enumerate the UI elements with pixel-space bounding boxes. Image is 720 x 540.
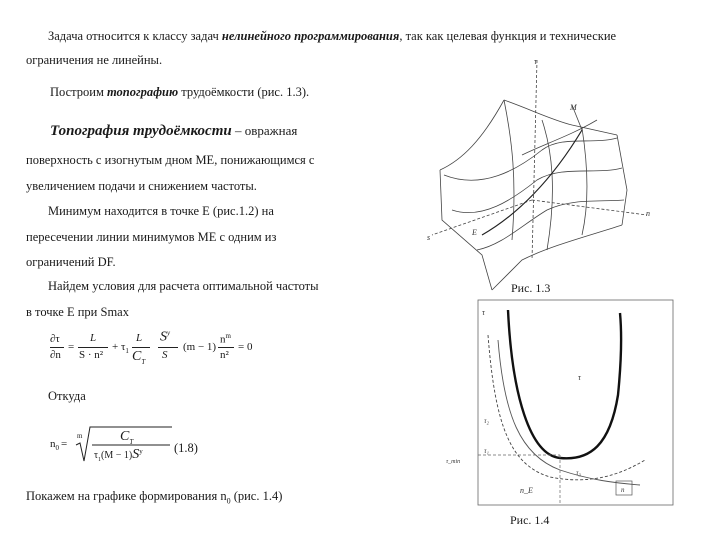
fig13-label-M: M: [570, 103, 577, 112]
equation-number: (1.8): [174, 441, 198, 455]
f2-lhs: [50, 439, 67, 452]
fig13-cross-2: [542, 120, 552, 250]
f1-rhs: = 0: [238, 341, 253, 353]
paragraph-3-line-3: увеличением подачи и снижением частоты.: [26, 179, 257, 193]
f1-plus-text: + τ: [112, 341, 126, 353]
fig14-curve-tau: [508, 310, 621, 458]
fig13-inner-rim: [522, 120, 597, 155]
f2-den-tau: τ: [94, 450, 99, 461]
f1-frac3-den: S: [162, 349, 168, 361]
paragraph-3-line-1: [50, 124, 297, 139]
p6-sub: 0: [226, 496, 231, 506]
fig13-top-left-rim: [440, 100, 504, 170]
figure-1-3-caption: Рис. 1.3: [511, 281, 551, 295]
fig13-left-edge: [440, 170, 492, 290]
paragraph-6: [26, 490, 282, 506]
f1-frac2-den-sub: T: [141, 357, 146, 366]
f2-den: [94, 448, 143, 463]
f2-num-text: C: [120, 429, 130, 444]
otkuda-label: Откуда: [48, 389, 86, 403]
f1-lhs-den: ∂n: [50, 349, 61, 361]
figure-1-4-caption: Рис. 1.4: [510, 513, 550, 527]
f1-plus: [112, 342, 129, 355]
f2-den-S-sup: y: [139, 447, 143, 456]
f1-frac4-num-text: n: [220, 333, 226, 346]
f1-frac2-den-text: C: [132, 349, 142, 364]
fig13-cross-3: [582, 128, 587, 235]
f2-num-sub: T: [129, 437, 134, 446]
fig14-label-tau2: τ₂: [484, 417, 489, 425]
paragraph-4-line-3: ограничений DF.: [26, 255, 116, 269]
f1-frac4-den: n²: [220, 349, 229, 361]
f1-frac1-den: S · n²: [79, 349, 104, 361]
f1-frac3-bar: [158, 347, 178, 348]
formula-n0: [50, 425, 170, 465]
fig13-label-E: E: [472, 228, 477, 237]
fig14-label-tau-axis: τ: [482, 308, 485, 317]
fig13-me-line: [482, 130, 582, 235]
p1-text-b: , так как целевая функция и технические: [399, 29, 617, 43]
fig13-valley-1: [444, 138, 617, 180]
f2-den-mid: (M − 1): [101, 450, 133, 461]
f2-den-sub: 1: [98, 457, 102, 463]
f1-lhs-num: ∂τ: [50, 333, 60, 345]
f2-lhs-text: n: [50, 438, 56, 450]
f1-frac1-num: L: [90, 332, 97, 344]
paragraph-4-line-1: Минимум находится в точке E (рис.1.2) на: [48, 204, 274, 218]
f1-frac2-num: L: [136, 332, 143, 344]
fig13-axis-s: [432, 200, 532, 235]
figure-1-4-graph: [440, 295, 680, 515]
paragraph-5-line-2: в точке E при Smax: [26, 305, 129, 319]
fig14-label-tau1: τ₁: [484, 447, 489, 455]
figure-1-3-surface: [422, 50, 672, 300]
f1-plus-sub: 1: [125, 347, 129, 356]
f2-eq: =: [61, 438, 68, 450]
f1-frac3-num-sup: y: [167, 329, 171, 337]
f1-frac3-num: [160, 330, 170, 345]
f1-frac4-num-sup: m: [225, 332, 231, 340]
p6-text: Покажем на графике формирования n: [26, 489, 227, 503]
fig14-label-tau-curve: τ: [578, 373, 581, 382]
p1-emphasis: нелинейного программирования: [221, 29, 400, 43]
fig14-label-tau3: τ₃: [576, 469, 581, 477]
fig14-label-tmin: τ_min: [446, 459, 461, 465]
f1-frac2-bar: [132, 347, 150, 348]
f1-eq: =: [68, 341, 75, 353]
f2-num: [120, 430, 133, 446]
f2-root-index: m: [77, 432, 83, 440]
formula-derivative: [50, 330, 280, 366]
fig14-label-nE: n_E: [520, 486, 533, 495]
f1-frac4-bar: [218, 347, 234, 348]
f1-frac4-num: [220, 333, 231, 346]
fig13-top-rim: [504, 100, 617, 135]
f1-frac2-den: [132, 350, 145, 366]
p2-text-b: трудоёмкости (рис. 1.3).: [178, 85, 310, 99]
paragraph-4-line-2: пересечении линии минимумов ME с одним из: [26, 230, 277, 244]
p3-emphasis: Топография трудоёмкости: [50, 123, 232, 139]
paragraph-1-line-2: ограничения не линейны.: [26, 53, 163, 67]
p6-end: (рис. 1.4): [230, 489, 283, 503]
f1-frac3-num-text: S: [160, 329, 167, 345]
p2-text-a: Построим: [50, 85, 107, 99]
p3-text-a: – овражная: [231, 123, 298, 138]
fig13-axis-n: [532, 200, 647, 215]
fig13-label-tau: τ: [534, 57, 537, 66]
f1-tail: (m − 1): [183, 341, 217, 353]
p2-emphasis: топографию: [106, 85, 179, 99]
fig14-curve-tau2: [498, 340, 640, 485]
f1-frac1-bar: [78, 347, 108, 348]
f2-lhs-sub: 0: [55, 444, 59, 453]
fig14-label-n: n: [621, 486, 625, 494]
paragraph-5-line-1: Найдем условия для расчета оптимальной частоты: [48, 279, 319, 293]
p1-text-a: Задача относится к классу задач: [48, 29, 222, 43]
fig13-label-s: s: [427, 233, 431, 242]
f1-lhs-bar: [50, 347, 64, 348]
paragraph-2: [50, 86, 309, 99]
paragraph-3-line-2: поверхность с изогнутым дном ME, понижающимся с: [26, 153, 315, 167]
fig13-label-n: n: [646, 209, 650, 218]
fig13-axis-tau: [532, 60, 537, 260]
paragraph-1-line-1: [48, 30, 616, 43]
f2-den-S: S: [132, 447, 140, 462]
